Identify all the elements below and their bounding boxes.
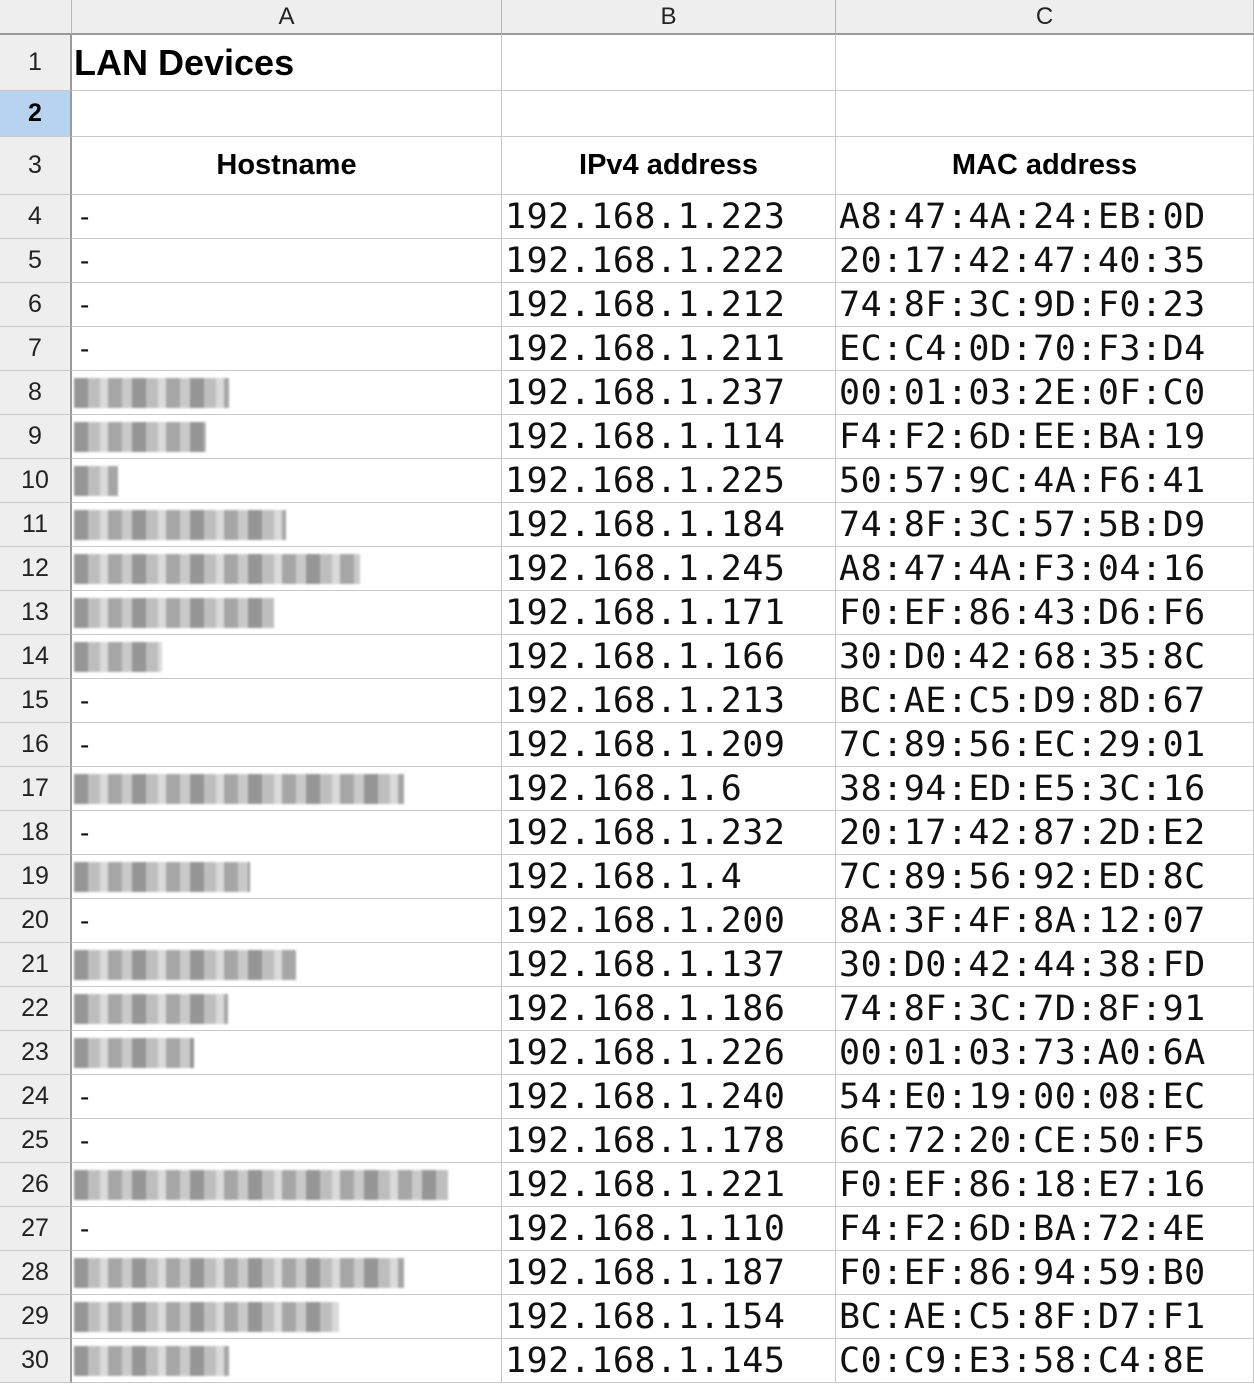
sheet-row [0,91,1254,137]
row-header[interactable]: 3 [0,137,72,195]
ipv4-cell[interactable]: 192.168.1.212 [502,283,836,327]
row-header[interactable]: 11 [0,503,72,547]
table-row [0,415,1254,459]
hostname-header-cell[interactable]: Hostname [72,137,502,195]
row-header[interactable]: 16 [0,723,72,767]
mac-header-cell[interactable]: MAC address [836,137,1254,195]
mac-cell[interactable]: 50:57:9C:4A:F6:41 [836,459,1254,503]
ipv4-cell[interactable]: 192.168.1.166 [502,635,836,679]
table-row [0,1075,1254,1119]
redacted-hostname [74,642,162,672]
column-header-c[interactable]: C [836,0,1254,35]
empty-cell[interactable] [836,35,1254,91]
ipv4-cell[interactable]: 192.168.1.186 [502,987,836,1031]
table-row [0,283,1254,327]
sheet-row [0,137,1254,195]
hostname-cell[interactable] [72,1339,502,1383]
ipv4-cell[interactable]: 192.168.1.223 [502,195,836,239]
mac-cell[interactable]: 20:17:42:87:2D:E2 [836,811,1254,855]
redacted-hostname [74,1038,194,1068]
mac-cell[interactable]: 6C:72:20:CE:50:F5 [836,1119,1254,1163]
table-row [0,195,1254,239]
hostname-cell[interactable]: - [72,679,502,723]
ipv4-cell[interactable]: 192.168.1.211 [502,327,836,371]
row-header[interactable]: 27 [0,1207,72,1251]
hostname-cell[interactable] [72,459,502,503]
row-header[interactable]: 12 [0,547,72,591]
hostname-cell[interactable] [72,943,502,987]
sheet-row [0,35,1254,91]
column-header-b[interactable]: B [502,0,836,35]
row-header[interactable]: 19 [0,855,72,899]
table-row [0,547,1254,591]
row-header[interactable]: 9 [0,415,72,459]
hostname-cell[interactable]: - [72,327,502,371]
table-row [0,635,1254,679]
row-header[interactable]: 4 [0,195,72,239]
ipv4-cell[interactable]: 192.168.1.178 [502,1119,836,1163]
mac-cell[interactable]: 7C:89:56:EC:29:01 [836,723,1254,767]
table-row [0,1119,1254,1163]
empty-cell[interactable] [502,91,836,137]
row-header[interactable]: 5 [0,239,72,283]
row-header-selected[interactable]: 2 [0,91,72,137]
redacted-hostname [74,994,228,1024]
table-row [0,899,1254,943]
hostname-cell[interactable] [72,415,502,459]
table-row [0,1251,1254,1295]
hostname-cell[interactable]: - [72,239,502,283]
row-header[interactable]: 8 [0,371,72,415]
row-header[interactable]: 18 [0,811,72,855]
mac-cell[interactable]: F0:EF:86:18:E7:16 [836,1163,1254,1207]
redacted-hostname [74,422,206,452]
row-header[interactable]: 20 [0,899,72,943]
hostname-cell[interactable] [72,1251,502,1295]
redacted-hostname [74,466,118,496]
table-row [0,1207,1254,1251]
mac-cell[interactable]: A8:47:4A:24:EB:0D [836,195,1254,239]
table-row [0,239,1254,283]
ipv4-cell[interactable]: 192.168.1.137 [502,943,836,987]
redacted-hostname [74,378,229,408]
hostname-cell[interactable]: - [72,1119,502,1163]
table-row [0,503,1254,547]
row-header[interactable]: 1 [0,35,72,91]
row-header[interactable]: 26 [0,1163,72,1207]
ipv4-cell[interactable]: 192.168.1.171 [502,591,836,635]
table-row [0,679,1254,723]
table-row [0,327,1254,371]
table-row [0,943,1254,987]
row-header[interactable]: 24 [0,1075,72,1119]
table-row [0,371,1254,415]
hostname-cell[interactable]: - [72,195,502,239]
mac-cell[interactable]: 54:E0:19:00:08:EC [836,1075,1254,1119]
row-header[interactable]: 10 [0,459,72,503]
mac-cell[interactable]: BC:AE:C5:D9:8D:67 [836,679,1254,723]
mac-cell[interactable]: 00:01:03:2E:0F:C0 [836,371,1254,415]
mac-cell[interactable]: 20:17:42:47:40:35 [836,239,1254,283]
table-row [0,767,1254,811]
row-header[interactable]: 17 [0,767,72,811]
ipv4-cell[interactable]: 192.168.1.225 [502,459,836,503]
select-all-corner[interactable] [0,0,72,35]
hostname-cell[interactable]: - [72,283,502,327]
redacted-hostname [74,598,274,628]
ipv4-cell[interactable]: 192.168.1.145 [502,1339,836,1383]
redacted-hostname [74,1170,448,1200]
ipv4-cell[interactable]: 192.168.1.221 [502,1163,836,1207]
table-row [0,459,1254,503]
row-header[interactable]: 30 [0,1339,72,1383]
hostname-cell[interactable] [72,591,502,635]
mac-cell[interactable]: 74:8F:3C:7D:8F:91 [836,987,1254,1031]
column-header-a[interactable]: A [72,0,502,35]
mac-cell[interactable]: F0:EF:86:43:D6:F6 [836,591,1254,635]
row-header[interactable]: 25 [0,1119,72,1163]
ipv4-cell[interactable]: 192.168.1.240 [502,1075,836,1119]
mac-cell[interactable]: F4:F2:6D:EE:BA:19 [836,415,1254,459]
ipv4-cell[interactable]: 192.168.1.4 [502,855,836,899]
table-row [0,1295,1254,1339]
row-header[interactable]: 14 [0,635,72,679]
table-row [0,591,1254,635]
mac-cell[interactable]: 38:94:ED:E5:3C:16 [836,767,1254,811]
hostname-cell[interactable] [72,547,502,591]
mac-cell[interactable]: 74:8F:3C:57:5B:D9 [836,503,1254,547]
ipv4-cell[interactable]: 192.168.1.187 [502,1251,836,1295]
ipv4-cell[interactable]: 192.168.1.237 [502,371,836,415]
hostname-cell[interactable] [72,1031,502,1075]
row-header[interactable]: 15 [0,679,72,723]
row-header[interactable]: 22 [0,987,72,1031]
hostname-cell[interactable] [72,635,502,679]
row-header[interactable]: 13 [0,591,72,635]
ipv4-cell[interactable]: 192.168.1.114 [502,415,836,459]
row-header[interactable]: 6 [0,283,72,327]
ipv4-cell[interactable]: 192.168.1.184 [502,503,836,547]
mac-cell[interactable]: 7C:89:56:92:ED:8C [836,855,1254,899]
empty-cell[interactable] [72,91,502,137]
ipv4-cell[interactable]: 192.168.1.200 [502,899,836,943]
row-header[interactable]: 7 [0,327,72,371]
mac-cell[interactable]: A8:47:4A:F3:04:16 [836,547,1254,591]
ipv4-cell[interactable]: 192.168.1.245 [502,547,836,591]
mac-cell[interactable]: EC:C4:0D:70:F3:D4 [836,327,1254,371]
redacted-hostname [74,1346,229,1376]
redacted-hostname [74,510,286,540]
hostname-cell[interactable] [72,987,502,1031]
mac-cell[interactable]: 8A:3F:4F:8A:12:07 [836,899,1254,943]
mac-cell[interactable]: BC:AE:C5:8F:D7:F1 [836,1295,1254,1339]
redacted-hostname [74,1258,404,1288]
mac-cell[interactable]: 30:D0:42:44:38:FD [836,943,1254,987]
redacted-hostname [74,554,360,584]
hostname-cell[interactable]: - [72,1207,502,1251]
ipv4-cell[interactable]: 192.168.1.226 [502,1031,836,1075]
redacted-hostname [74,1302,339,1332]
ipv4-header-cell[interactable]: IPv4 address [502,137,836,195]
ipv4-cell[interactable]: 192.168.1.209 [502,723,836,767]
hostname-cell[interactable] [72,371,502,415]
empty-cell[interactable] [836,91,1254,137]
row-header[interactable]: 29 [0,1295,72,1339]
ipv4-cell[interactable]: 192.168.1.213 [502,679,836,723]
ipv4-cell[interactable]: 192.168.1.110 [502,1207,836,1251]
hostname-cell[interactable] [72,855,502,899]
ipv4-cell[interactable]: 192.168.1.154 [502,1295,836,1339]
table-row [0,1031,1254,1075]
table-row [0,723,1254,767]
redacted-hostname [74,774,404,804]
mac-cell[interactable]: F0:EF:86:94:59:B0 [836,1251,1254,1295]
hostname-cell[interactable] [72,767,502,811]
table-row [0,987,1254,1031]
hostname-cell[interactable] [72,1163,502,1207]
mac-cell[interactable]: C0:C9:E3:58:C4:8E [836,1339,1254,1383]
table-row [0,1339,1254,1383]
ipv4-cell[interactable]: 192.168.1.6 [502,767,836,811]
table-row [0,855,1254,899]
mac-cell[interactable]: 00:01:03:73:A0:6A [836,1031,1254,1075]
empty-cell[interactable] [502,35,836,91]
sheet-title-cell[interactable]: LAN Devices [72,35,502,91]
mac-cell[interactable]: 74:8F:3C:9D:F0:23 [836,283,1254,327]
table-row [0,1163,1254,1207]
hostname-cell[interactable] [72,1295,502,1339]
ipv4-cell[interactable]: 192.168.1.222 [502,239,836,283]
row-header[interactable]: 21 [0,943,72,987]
redacted-hostname [74,950,296,980]
row-header[interactable]: 23 [0,1031,72,1075]
hostname-cell[interactable]: - [72,899,502,943]
redacted-hostname [74,862,250,892]
hostname-cell[interactable]: - [72,723,502,767]
mac-cell[interactable]: 30:D0:42:68:35:8C [836,635,1254,679]
mac-cell[interactable]: F4:F2:6D:BA:72:4E [836,1207,1254,1251]
ipv4-cell[interactable]: 192.168.1.232 [502,811,836,855]
table-row [0,811,1254,855]
hostname-cell[interactable]: - [72,811,502,855]
hostname-cell[interactable]: - [72,1075,502,1119]
hostname-cell[interactable] [72,503,502,547]
row-header[interactable]: 28 [0,1251,72,1295]
